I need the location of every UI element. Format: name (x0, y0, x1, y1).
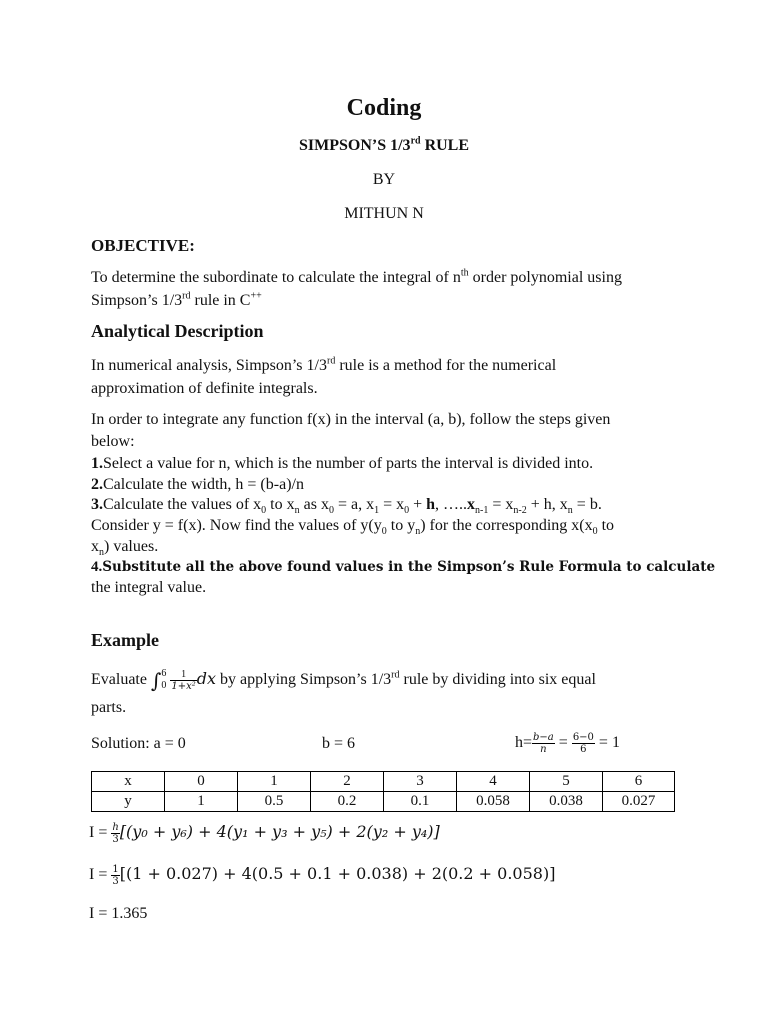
table-cell: x (92, 772, 165, 792)
step-4: 4.Substitute all the above found values in the Simpson’s Rule Formula to calculate (91, 559, 716, 575)
solution-b: b = 6 (322, 735, 356, 752)
consider-line-1: Consider y = f(x). Now find the values of $y(y_0$ to $y_n$) for the corresponding $x(x_0$ to (91, 517, 615, 538)
analytical-heading: Analytical Description (91, 321, 264, 341)
example-heading: Example (91, 630, 160, 650)
table-cell: 0.027 (603, 792, 675, 812)
table-cell: 1 (238, 772, 311, 792)
consider-line-2: $x_n$) values. (91, 538, 159, 559)
formula-2: I = $\frac{1}{3}$ [(1 + 0.027) + 4(0.5 + 0.1 + 0.038) + 2(0.2 + 0.058)] (89, 863, 556, 887)
table-cell: 0.058 (457, 792, 530, 812)
document-subtitle: SIMPSON’S 1/3rd RULE (298, 135, 470, 154)
table-cell: 1 (165, 792, 238, 812)
table-cell: 3 (384, 772, 457, 792)
step-3: 3.Calculate the values of $x_0$ to $x_n$ as $x_0 = a$, $x_1 = x_0 + h$, $\dots..x_{n-1} = x_{n-2} + h$, $x_n = b$. (91, 496, 602, 517)
table-cell: y (92, 792, 165, 812)
objective-heading: OBJECTIVE: (91, 236, 195, 255)
author-name: MITHUN N (344, 205, 424, 222)
example-evaluate-line-2: parts. (91, 699, 127, 716)
solution-a: Solution: a = 0 (91, 735, 186, 752)
analytical-p1-line-2: approximation of definite integrals. (91, 380, 318, 397)
formula-1-fraction: $\frac{h}{3}$ (112, 821, 119, 845)
table-cell: 2 (311, 772, 384, 792)
table-cell: 0.2 (311, 792, 384, 812)
table-cell: 4 (457, 772, 530, 792)
analytical-p2-line-1: In order to integrate any function f(x) in the interval (a, b), follow the steps given (91, 411, 611, 428)
table-cell: 0 (165, 772, 238, 792)
values-table (91, 771, 675, 812)
table-cell: 5 (530, 772, 603, 792)
step-4-tail: the integral value. (91, 579, 207, 596)
result: I = 1.365 (89, 905, 148, 922)
objective-line-2: Simpson’s 1/3rd rule in C++ (91, 290, 262, 309)
integral-sign: ∫ (150, 668, 162, 693)
analytical-p2-line-2: below: (91, 433, 135, 450)
example-evaluate-line: Evaluate ∫ 6 0 $\frac{1}{\text{1+x²}}$ dx by applying Simpson’s 1/3rd rule by dividing into six equal (91, 668, 596, 693)
integral-limits: 6 0 (161, 668, 167, 692)
h-fraction-1: $\frac{b-a}{n}$ (533, 731, 554, 755)
table-row (92, 792, 675, 812)
table-cell: 0.5 (238, 792, 311, 812)
formula-1: I = $\frac{h}{3}$ [(y₀ + y₆) + 4(y₁ + y₃ + y₅) + 2(y₂ + y₄)] (89, 821, 440, 845)
document-title: Coding (346, 95, 422, 121)
formula-2-fraction: $\frac{1}{3}$ (112, 863, 119, 887)
step-1: 1.Select a value for n, which is the number of parts the interval is divided into. (91, 455, 594, 472)
objective-line-1: To determine the subordinate to calculate the integral of $n^{th}$ order polynomial using (91, 267, 622, 286)
solution-h: h= $\frac{b-a}{n}$ = $\frac{6-0}{6}$ = 1 (515, 731, 620, 755)
integrand-fraction: $\frac{1}{\text{1+x²}}$ (171, 668, 196, 692)
table-cell: 0.038 (530, 792, 603, 812)
h-fraction-2: $\frac{6-0}{6}$ (572, 731, 594, 755)
table-cell: 6 (603, 772, 675, 792)
step-2: 2.Calculate the width, h = (b-a)/n (91, 476, 304, 493)
by-line: BY (372, 171, 396, 188)
analytical-p1-line-1: In numerical analysis, Simpson’s 1/3rd rule is a method for the numerical (91, 355, 557, 374)
table-cell: 0.1 (384, 792, 457, 812)
table-row (92, 772, 675, 792)
